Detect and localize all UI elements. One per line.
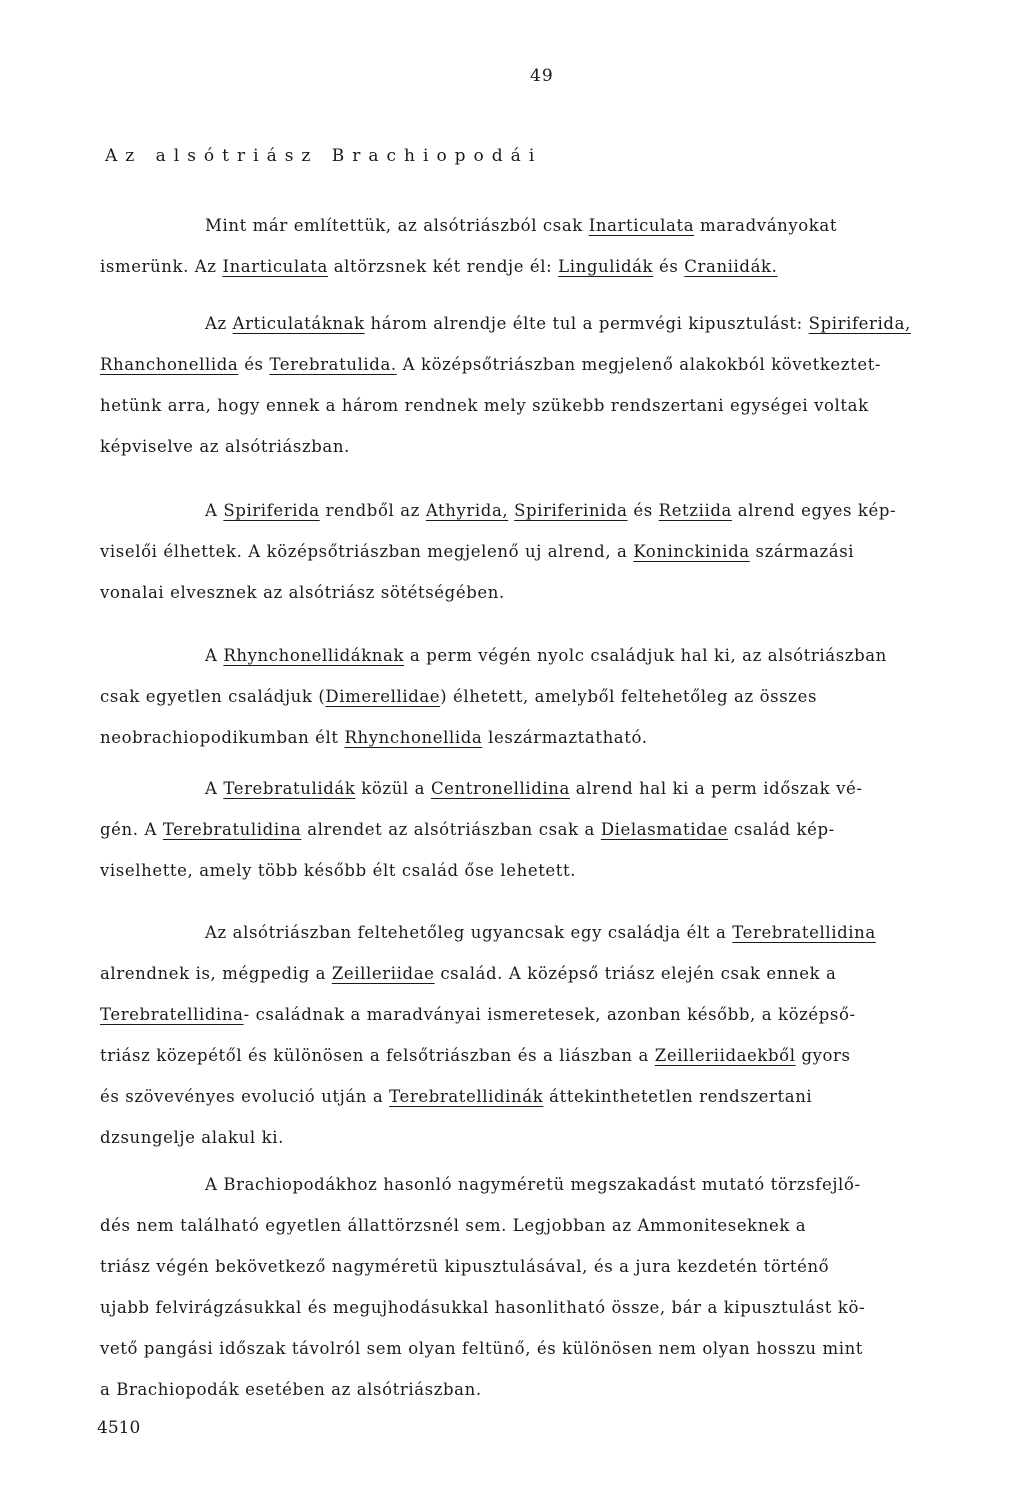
text-segment: ujabb felvirágzásukkal és megujhodásukkal hasonlitható össze, bár a kipusztulást kö- — [100, 1298, 866, 1317]
text-segment: három alrendje élte tul a permvégi kipusztulást: — [364, 314, 809, 333]
text-line — [100, 1369, 980, 1410]
text-segment: vető pangási időszak távolról sem olyan feltünő, és különösen nem olyan hosszu mint — [100, 1339, 864, 1358]
text-line — [100, 1117, 980, 1158]
text-segment: és — [653, 257, 685, 276]
text-segment: származási — [749, 542, 855, 561]
underlined-term: Inarticulata — [588, 216, 695, 235]
text-line — [100, 994, 980, 1035]
text-segment: A — [205, 779, 224, 798]
text-line — [100, 246, 980, 287]
text-line — [100, 912, 980, 953]
text-line — [100, 572, 980, 613]
underlined-term: Dielasmatidae — [600, 820, 729, 839]
text-segment: altörzsnek két rendje él: — [327, 257, 559, 276]
text-line — [100, 1076, 980, 1117]
text-segment: alrendnek is, mégpedig a — [100, 964, 332, 983]
text-line — [100, 205, 980, 246]
text-line — [100, 717, 980, 758]
underlined-term: Terebratulida. — [269, 355, 397, 374]
text-segment: és — [238, 355, 270, 374]
underlined-term: Retziida — [658, 501, 732, 520]
text-segment: ismerünk. Az — [100, 257, 223, 276]
text-segment: Az — [205, 314, 233, 333]
underlined-term: Spiriferida — [223, 501, 320, 520]
text-segment: alrend hal ki a perm időszak vé- — [569, 779, 863, 798]
text-segment: viselhette, amely több később élt család őse lehetett. — [100, 861, 577, 880]
footer-number: 4510 — [97, 1418, 141, 1438]
underlined-term: Koninckinida — [633, 542, 750, 561]
text-segment: hetünk arra, hogy ennek a három rendnek mely szükebb rendszertani egységei voltak — [100, 396, 869, 415]
text-segment: triász végén bekövetkező nagyméretü kipusztulásával, és a jura kezdetén történő — [100, 1257, 830, 1276]
text-line — [100, 635, 980, 676]
text-line — [100, 344, 980, 385]
underlined-term: Craniidák. — [684, 257, 778, 276]
paragraph-3 — [100, 490, 980, 613]
page-number: 49 — [530, 66, 554, 86]
underlined-term: Terebratellidinák — [389, 1087, 544, 1106]
text-segment: Az alsótriászban feltehetőleg ugyancsak egy családja élt a — [205, 923, 733, 942]
text-line — [100, 1035, 980, 1076]
page-title: Az alsótriász Brachiopodái — [105, 146, 543, 166]
underlined-term: Lingulidák — [558, 257, 654, 276]
underlined-term: Zeilleriidae — [331, 964, 435, 983]
text-segment: alrendet az alsótriászban csak a — [301, 820, 601, 839]
text-line — [100, 303, 980, 344]
text-segment: dzsungelje alakul ki. — [100, 1128, 284, 1147]
text-segment: rendből az — [319, 501, 426, 520]
text-line — [100, 676, 980, 717]
underlined-term: Rhynchonellida — [344, 728, 483, 747]
paragraph-2 — [100, 303, 980, 467]
text-segment: maradványokat — [694, 216, 838, 235]
text-line — [100, 490, 980, 531]
underlined-term: Spiriferinida — [514, 501, 628, 520]
text-line — [100, 1328, 980, 1369]
text-segment: leszármaztatható. — [482, 728, 648, 747]
underlined-term: Articulatáknak — [232, 314, 365, 333]
underlined-term: Terebratulidák — [223, 779, 356, 798]
text-segment: képviselve az alsótriászban. — [100, 437, 350, 456]
underlined-term: Inarticulata — [222, 257, 328, 276]
underlined-term: Athyrida, — [425, 501, 509, 520]
text-segment: a Brachiopodák esetében az alsótriászban. — [100, 1380, 482, 1399]
text-segment: ) élhetett, amelyből feltehetőleg az összes — [440, 687, 818, 706]
paragraph-4 — [100, 635, 980, 758]
text-line — [100, 1205, 980, 1246]
text-segment: A Brachiopodákhoz hasonló nagyméretü megszakadást mutató törzsfejlő- — [205, 1175, 861, 1194]
text-segment: A középsőtriászban megjelenő alakokból következtet- — [396, 355, 882, 374]
text-segment: közül a — [355, 779, 431, 798]
text-segment: család. A középső triász elején csak ennek a — [434, 964, 837, 983]
text-line — [100, 426, 980, 467]
underlined-term: Rhynchonellidáknak — [223, 646, 405, 665]
text-segment: Mint már említettük, az alsótriászból csak — [205, 216, 589, 235]
text-segment: a perm végén nyolc családjuk hal ki, az alsótriászban — [404, 646, 887, 665]
text-line — [100, 1246, 980, 1287]
text-segment: gyors — [795, 1046, 851, 1065]
text-segment: dés nem található egyetlen állattörzsnél sem. Legjobban az Ammoniteseknek a — [100, 1216, 807, 1235]
text-line — [100, 1164, 980, 1205]
underlined-term: Centronellidina — [430, 779, 570, 798]
text-line — [100, 953, 980, 994]
text-segment: gén. A — [100, 820, 163, 839]
underlined-term: Rhanchonellida — [100, 355, 239, 374]
paragraph-5 — [100, 768, 980, 891]
paragraph-7 — [100, 1164, 980, 1410]
text-segment: A — [205, 646, 224, 665]
text-line — [100, 1287, 980, 1328]
text-line — [100, 809, 980, 850]
text-line — [100, 385, 980, 426]
text-segment: A — [205, 501, 224, 520]
text-line — [100, 768, 980, 809]
underlined-term: Spiriferida, — [808, 314, 911, 333]
text-line — [100, 850, 980, 891]
text-segment: neobrachiopodikumban élt — [100, 728, 345, 747]
underlined-term: Terebratellidina — [732, 923, 876, 942]
text-segment: viselői élhettek. A középsőtriászban megjelenő uj alrend, a — [100, 542, 634, 561]
text-segment: család kép- — [728, 820, 835, 839]
text-segment: csak egyetlen családjuk ( — [100, 687, 326, 706]
text-segment: áttekinthetetlen rendszertani — [543, 1087, 813, 1106]
underlined-term: Terebratellidina — [100, 1005, 244, 1024]
paragraph-6 — [100, 912, 980, 1158]
underlined-term: Zeilleriidaekből — [654, 1046, 796, 1065]
paragraph-1 — [100, 205, 980, 287]
underlined-term: Terebratulidina — [162, 820, 302, 839]
underlined-term: Dimerellidae — [325, 687, 441, 706]
text-segment: vonalai elvesznek az alsótriász sötétségében. — [100, 583, 505, 602]
text-segment: alrend egyes kép- — [731, 501, 897, 520]
text-line — [100, 531, 980, 572]
text-segment: és — [627, 501, 659, 520]
text-segment: és szövevényes evolució utján a — [100, 1087, 390, 1106]
text-segment: - családnak a maradványai ismeretesek, azonban később, a középső- — [243, 1005, 856, 1024]
text-segment: triász közepétől és különösen a felsőtriászban és a liászban a — [100, 1046, 655, 1065]
